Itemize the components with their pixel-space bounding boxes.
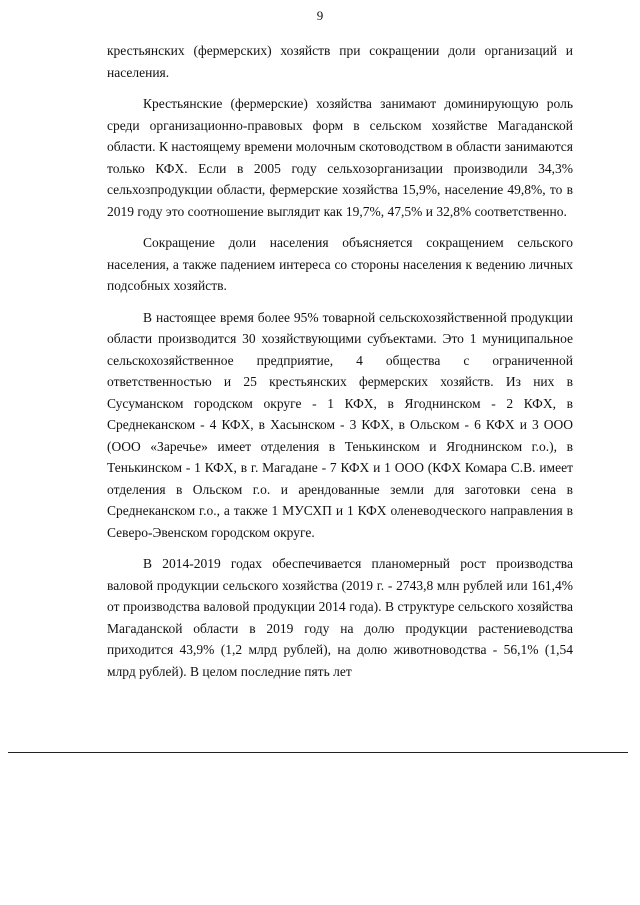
paragraph-farm-role: Крестьянские (фермерские) хозяйства занимают доминирующую роль среди организационно-правовых форм в сельском хозяйстве Магаданской области. К настоящему времени молочным скотоводством в области занимаются только КФХ. Если в 2005 году сельхозорганизации производили 34,3% сельхозпродукции области, фермерские хозяйства 15,9%, население 49,8%, то в 2019 году это соотношение выглядит как 19,7%, 47,5% и 32,8% соответственно. — [107, 96, 573, 219]
document-body — [107, 40, 573, 682]
bottom-divider — [8, 752, 628, 753]
paragraph-population-decline: Сокращение доли населения объясняется сокращением сельского населения, а также падением интереса со стороны населения к ведению личных подсобных хозяйств. — [107, 235, 573, 293]
paragraph-producers: В настоящее время более 95% товарной сельскохозяйственной продукции области производится 30 хозяйствующими субъектами. Это 1 муниципальное сельскохозяйственное предприятие, 4 общества с ограниченной ответственностью и 25 крестьянских фермерских хозяйств. Из них в Сусуманском городском округе - 1 КФХ, в Ягоднинском - 2 КФХ, в Среднеканском - 4 КФХ, в Хасынском - 3 КФХ, в Ольском - 6 КФХ и 3 ООО (ООО «Заречье» имеет отделения в Тенькинском и Ягоднинском г.о.), в Тенькинском - 1 КФХ, в г. Магадане - 7 КФХ и 1 ООО (КФХ Комара С.В. имеет отделения в Ольском г.о. и арендованные земли для заготовки сена в Среднеканском г.о., а также 1 МУСХП и 1 КФХ оленеводческого направления в Северо-Эвенском городском округе. — [107, 309, 573, 540]
paragraph-production-growth: В 2014-2019 годах обеспечивается планомерный рост производства валовой продукции сельского хозяйства (2019 г. - 2743,8 млн рублей или 161,4% от производства валовой продукции 2014 года). В структуре сельского хозяйства Магаданской области в 2019 году на долю продукции растениеводства приходится 43,9% (1,2 млрд рублей), на долю животноводства - 56,1% (1,54 млрд рублей). В целом последние пять лет — [107, 556, 573, 679]
paragraph-continuation: крестьянских (фермерских) хозяйств при сокращении доли организаций и населения. — [107, 43, 573, 80]
page-number: 9 — [316, 8, 324, 23]
